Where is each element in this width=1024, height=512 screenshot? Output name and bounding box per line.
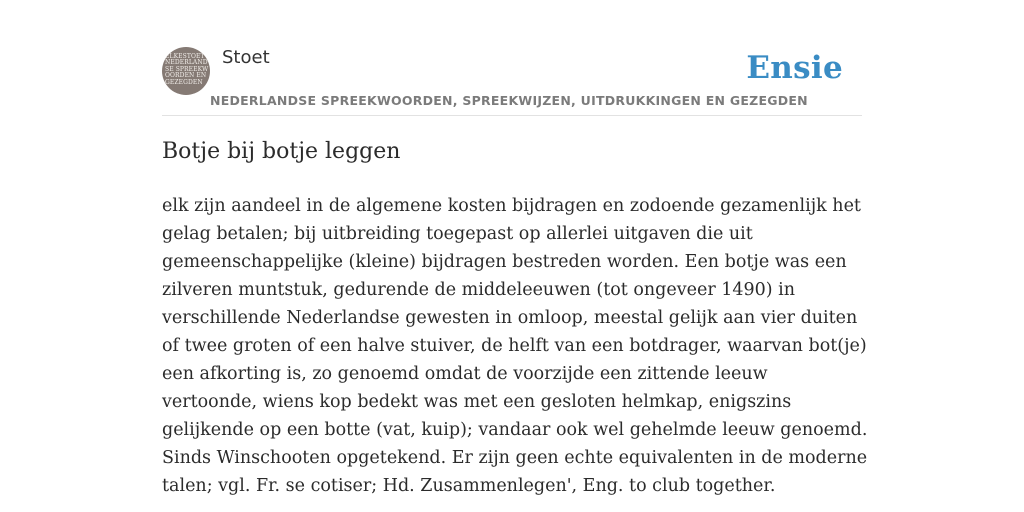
author-name[interactable]: Stoet — [222, 47, 270, 68]
ensie-logo[interactable]: Ensie — [746, 50, 843, 86]
header-divider — [162, 115, 862, 116]
entry-definition: elk zijn aandeel in de algemene kosten bijdragen en zodoende gezamenlijk het gelag betalen; bij uitbreiding toegepast op allerlei uitgaven die uit gemeenschappelijke (kleine) bijdragen bestreden worden. Een botje was een zilveren muntstuk, gedurende de middeleeuwen (tot ongeveer 1490) in verschillende Nederlandse gewesten in omloop, meestal gelijk aan vier duiten of twee groten of een halve stuiver, de helft van een botdrager, waarvan bot(je) een afkorting is, zo genoemd omdat de voorzijde een zittende leeuw vertoonde, wiens kop bedekt was met een gesloten helmkap, enigszins gelijkende op een botte (vat, kuip); vandaar ook wel gehelmde leeuw genoemd. Sinds Winschooten opgetekend. Er zijn geen echte equivalenten in de moderne talen; vgl. Fr. se cotiser; Hd. Zusammenlegen', Eng. to club together. — [162, 196, 868, 496]
author-avatar[interactable] — [162, 47, 210, 95]
avatar-text: ELKESTOET NEDERLANDSE SPREEKWOORDEN EN GEZEGDEN — [165, 53, 209, 86]
source-subtitle[interactable]: NEDERLANDSE SPREEKWOORDEN, SPREEKWIJZEN, UITDRUKKINGEN EN GEZEGDEN — [210, 93, 808, 108]
entry-title: Botje bij botje leggen — [162, 139, 401, 164]
